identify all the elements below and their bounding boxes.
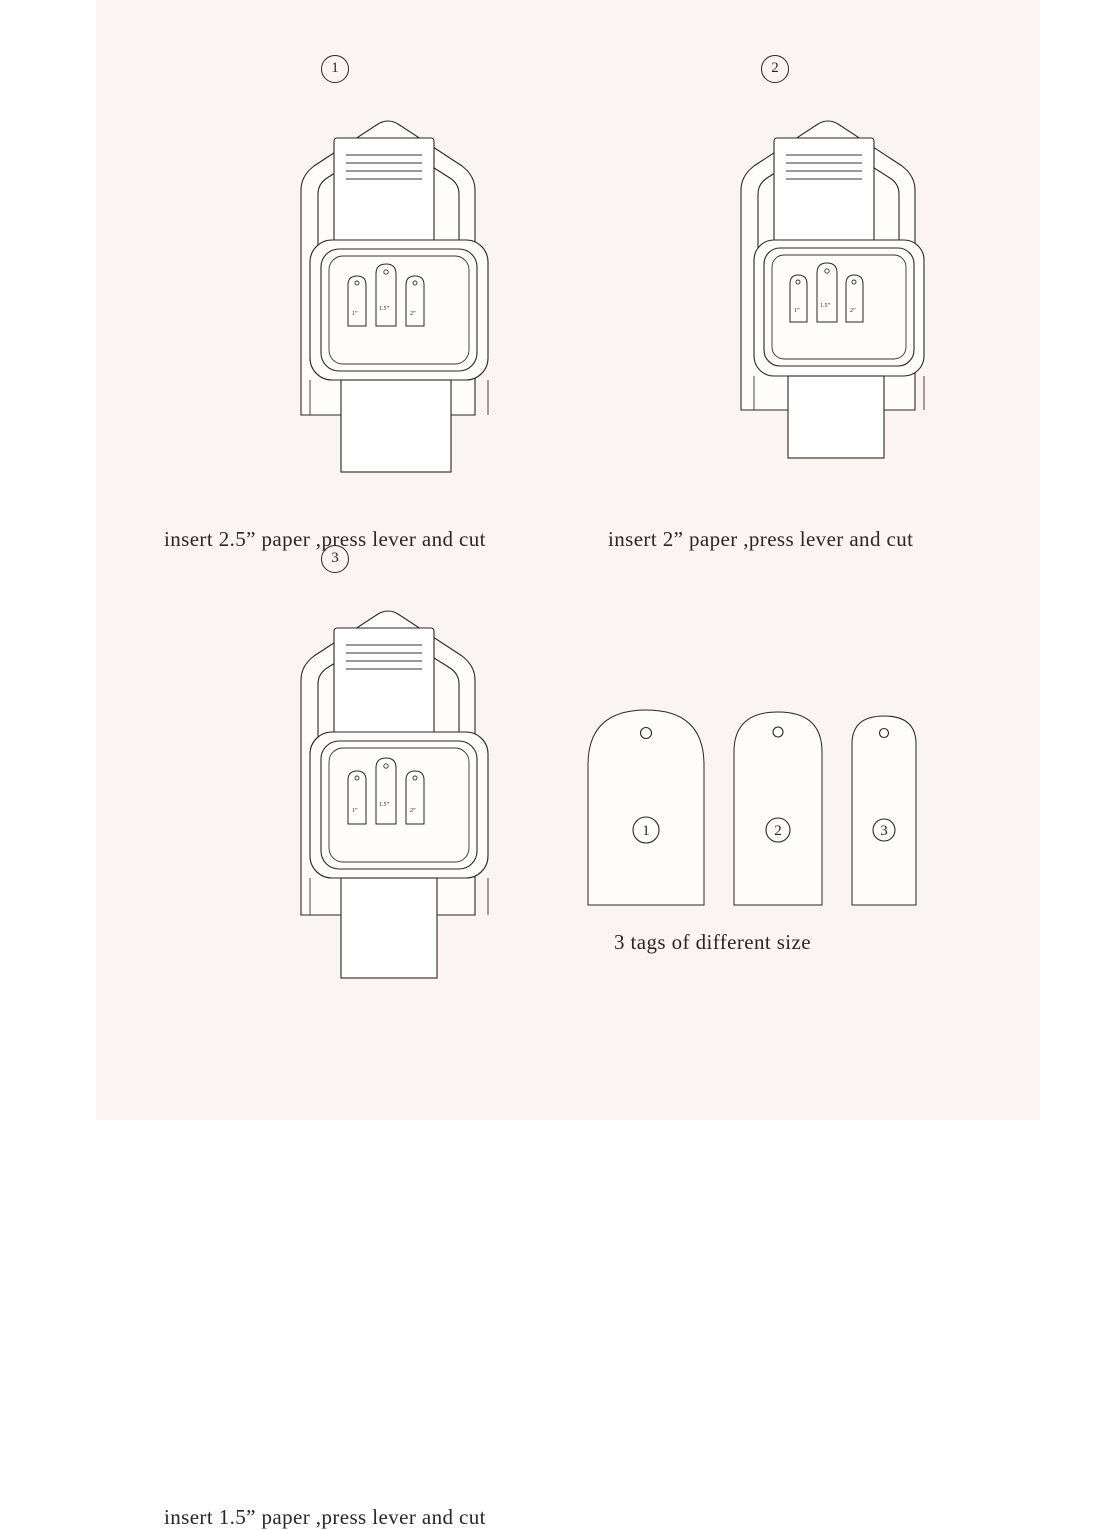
punch-label-3: 2” bbox=[850, 308, 856, 314]
punch-label-1: 1” bbox=[794, 308, 800, 314]
step-2-badge: 2 bbox=[761, 55, 789, 83]
step-1 bbox=[164, 55, 556, 551]
step-3-caption: insert 1.5” paper ,press lever and cut bbox=[164, 1505, 486, 1529]
step-1-punch-illustration bbox=[226, 110, 556, 510]
tag-2-number: 2 bbox=[774, 823, 782, 839]
step-3-punch-illustration bbox=[226, 600, 556, 1010]
tag-1-number: 1 bbox=[642, 823, 650, 839]
step-1-badge: 1 bbox=[321, 55, 349, 83]
diagram-canvas bbox=[96, 0, 1040, 1529]
step-2-punch-illustration bbox=[666, 110, 996, 510]
tags-illustration bbox=[566, 690, 966, 920]
punch-label-3: 2” bbox=[410, 808, 416, 814]
tag-1 bbox=[588, 710, 704, 905]
tags-caption: 3 tags of different size bbox=[614, 930, 811, 954]
punch-label-1: 1” bbox=[352, 808, 358, 814]
punch-label-2: 1.5” bbox=[820, 303, 831, 309]
punch-label-2: 1.5” bbox=[379, 306, 390, 312]
step-3 bbox=[164, 545, 556, 1529]
punch-label-3: 2” bbox=[410, 311, 416, 317]
step-2 bbox=[608, 55, 996, 551]
punch-label-1: 1” bbox=[352, 311, 358, 317]
step-1-caption: insert 2.5” paper ,press lever and cut bbox=[164, 527, 486, 551]
step-3-badge: 3 bbox=[321, 545, 349, 573]
tags-panel bbox=[566, 690, 966, 980]
punch-label-2: 1.5” bbox=[379, 802, 390, 808]
tag-3-number: 3 bbox=[880, 823, 888, 839]
tag-2 bbox=[734, 712, 822, 905]
tag-3 bbox=[852, 716, 916, 905]
step-2-caption: insert 2” paper ,press lever and cut bbox=[608, 527, 914, 551]
